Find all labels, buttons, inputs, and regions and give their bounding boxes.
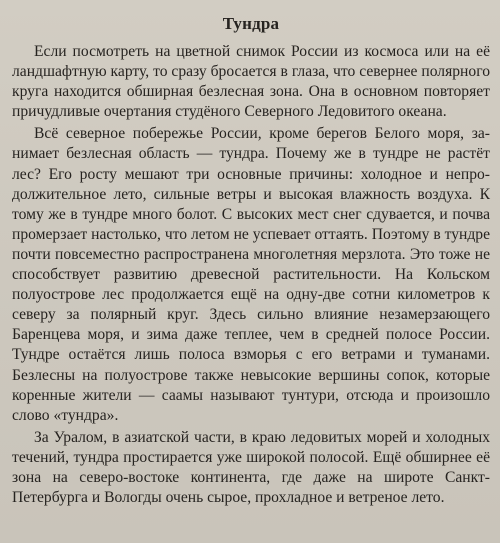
paragraph-2: Всё северное побережье России, кроме берегов Белого моря, занимает безлесная область — тундра. Почему же в тундре не растёт лес? Его росту мешают три основные причины: холодное и непродолжительное лето, сильные ветры и высокая влажность воздуха. К тому же в тундре много болот. С высоких мест снег сдувается, и почва промерзает настолько, что летом не успевает оттаять. Поэтому в тундре почти повсеместно распространена многолетняя мерзлота. Это тоже не способствует развитию древесной растительности. На Кольском полуострове лес продолжается ещё на одну-две сотни километров к северу за полярный круг. Здесь сильно влияние незамерзающего Баренцева моря, и зима даже теплее, чем в средней полосе России. Тундре остаётся лишь полоса взморья с его ветрами и туманами. Безлесны на полуострове также невысокие вершины сопок, которые коренные жители — саамы называют тунтури, отсюда и произошло слово «тундра». — [12, 125, 490, 424]
document-title: Тундра — [222, 14, 280, 33]
paragraph-3: За Уралом, в азиатской части, в краю ледовитых морей и холодных течений, тундра простирается уже широкой полосой. Ещё обширнее её зона на северо-востоке континента, где даже на широте Санкт-Петербурга и Вологды очень сырое, прохладное и ветреное лето. — [12, 428, 490, 507]
paragraph-1: Если посмотреть на цветной снимок России из космоса или на её ландшафтную карту, то сразу бросается в глаза, что севернее полярного круга находится обширная безлесная зона. Она в основном повторяет причудливые очертания студёного Северного Ледовитого океана. — [12, 43, 490, 121]
